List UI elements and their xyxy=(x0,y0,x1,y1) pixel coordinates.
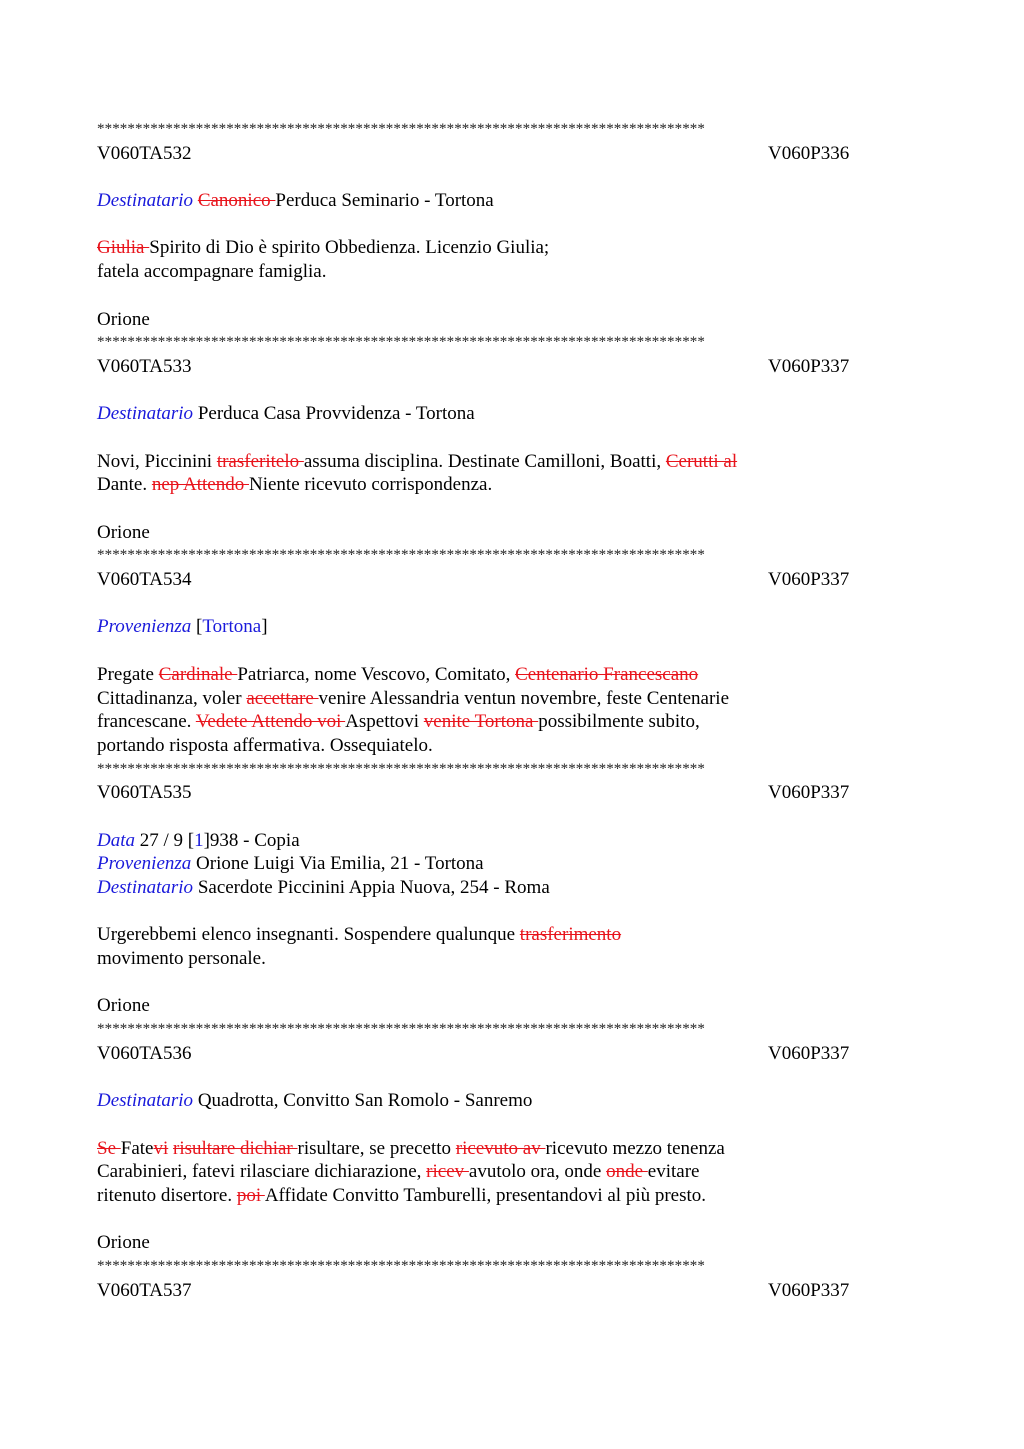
body-text: evitare xyxy=(647,1161,700,1183)
body-text: Novi, Piccinini xyxy=(97,450,217,472)
separator: ******************************************************************************** xyxy=(97,547,705,564)
date-editorial: 1 xyxy=(194,829,204,851)
body-text: Urgerebbemi elenco insegnanti. Sospendere qualunque xyxy=(97,924,520,946)
signature: Orione xyxy=(97,521,150,543)
body-line xyxy=(97,236,927,260)
body-line xyxy=(97,1160,927,1184)
body-text: avutolo ora, onde xyxy=(468,1161,607,1183)
deleted-text: Centenario Francescano xyxy=(515,663,699,685)
recipient-line xyxy=(97,189,927,213)
separator: ******************************************************************************** xyxy=(97,334,705,351)
bracket: [ xyxy=(196,616,203,638)
body-text: francescane. xyxy=(97,711,196,733)
body-text: Affidate Convitto Tamburelli, presentandovi al più presto. xyxy=(264,1184,707,1206)
deleted-text: Cerutti al xyxy=(665,450,738,472)
origin-value: Tortona xyxy=(202,616,262,638)
body-text: Dante. xyxy=(97,474,152,496)
body-line: fatela accompagnare famiglia. xyxy=(97,261,327,283)
deleted-text: accettare xyxy=(246,687,319,709)
recipient-label: Destinatario xyxy=(97,877,194,898)
page-ref: V060P337 xyxy=(768,1279,850,1301)
body-text: Pregate xyxy=(97,663,159,685)
body-line xyxy=(97,1137,927,1161)
deleted-text: Cardinale xyxy=(158,663,238,685)
deleted-text: Canonico xyxy=(197,190,276,212)
body-line xyxy=(97,710,927,734)
deleted-text: venite Tortona xyxy=(423,711,539,733)
body-line xyxy=(97,923,927,947)
page-ref: V060P337 xyxy=(768,1042,850,1064)
signature: Orione xyxy=(97,995,150,1017)
recipient-line xyxy=(97,876,927,900)
entry-id: V060TA536 xyxy=(97,1042,192,1064)
deleted-text: onde xyxy=(606,1161,648,1183)
body-text: Patriarca, nome Vescovo, Comitato, xyxy=(237,663,516,685)
origin-value: Orione Luigi Via Emilia, 21 - Tortona xyxy=(196,853,484,875)
page-ref: V060P337 xyxy=(768,782,850,804)
recipient-value: Quadrotta, Convitto San Romolo - Sanremo xyxy=(197,1090,533,1112)
entry-header xyxy=(97,1042,927,1066)
body-line: movimento personale. xyxy=(97,948,266,970)
body-text: assuma disciplina. Destinate Camilloni, Boatti, xyxy=(303,450,666,472)
recipient-line xyxy=(97,402,927,426)
origin-line xyxy=(97,852,927,876)
bracket: ] xyxy=(261,616,268,638)
recipient-value: Sacerdote Piccinini Appia Nuova, 254 - Roma xyxy=(197,877,550,898)
body-line xyxy=(97,687,927,711)
signature: Orione xyxy=(97,1232,150,1254)
body-text: Fate xyxy=(120,1137,154,1159)
body-text: ritenuto disertore. xyxy=(97,1184,237,1206)
body-text: possibilmente subito, xyxy=(538,711,700,733)
deleted-text: nep Attendo xyxy=(151,474,249,496)
body-text: Spirito di Dio è spirito Obbedienza. Licenzio Giulia; xyxy=(149,237,550,259)
body-line xyxy=(97,1184,927,1208)
signature: Orione xyxy=(97,308,150,330)
entry-header xyxy=(97,1279,927,1303)
entry-id: V060TA534 xyxy=(97,569,192,591)
separator: ******************************************************************************** xyxy=(97,1258,705,1274)
date-line xyxy=(97,829,927,853)
recipient-value: Perduca Casa Provvidenza - Tortona xyxy=(197,403,475,425)
deleted-text: vi xyxy=(153,1137,169,1159)
recipient-line xyxy=(97,1089,927,1113)
page-ref: V060P336 xyxy=(768,142,850,164)
deleted-text: risultare dichiar xyxy=(173,1137,298,1159)
body-text: Carabinieri, fatevi rilasciare dichiarazione, xyxy=(97,1161,427,1183)
separator: ******************************************************************************** xyxy=(97,1021,705,1038)
origin-label: Provenienza xyxy=(97,616,192,638)
entry-header xyxy=(97,142,927,166)
separator: ******************************************************************************** xyxy=(97,760,705,777)
deleted-text: Vedete Attendo voi xyxy=(195,711,346,733)
entry-id: V060TA532 xyxy=(97,142,192,164)
recipient-label: Destinatario xyxy=(97,1090,194,1112)
body-text: Cittadinanza, voler xyxy=(97,687,247,709)
entry-id: V060TA533 xyxy=(97,355,192,377)
entry-id: V060TA537 xyxy=(97,1279,192,1301)
deleted-text: trasferimento xyxy=(519,924,622,946)
page-ref: V060P337 xyxy=(768,355,850,377)
deleted-text: ricev xyxy=(426,1161,469,1183)
body-line xyxy=(97,663,927,687)
entry-header xyxy=(97,568,927,592)
page-ref: V060P337 xyxy=(768,569,850,591)
entry-header xyxy=(97,781,927,805)
entry-header xyxy=(97,355,927,379)
deleted-text: Giulia xyxy=(97,237,150,259)
deleted-text: Se xyxy=(97,1137,121,1159)
body-line: portando risposta affermativa. Ossequiatelo. xyxy=(97,734,433,756)
separator: ******************************************************************************** xyxy=(97,121,705,137)
origin-line xyxy=(97,615,927,639)
origin-label: Provenienza xyxy=(97,853,192,875)
recipient-label: Destinatario xyxy=(97,403,194,425)
recipient-value: Perduca Seminario - Tortona xyxy=(275,190,494,212)
deleted-text: ricevuto av xyxy=(455,1137,546,1159)
date-value: 27 / 9 [ xyxy=(139,829,195,851)
entry-id: V060TA535 xyxy=(97,782,192,804)
body-text: ricevuto mezzo tenenza xyxy=(545,1137,725,1159)
body-text: Niente ricevuto corrispondenza. xyxy=(248,474,493,496)
recipient-label: Destinatario xyxy=(97,190,194,212)
deleted-text: trasferitelo xyxy=(216,450,304,472)
date-value: ]938 - Copia xyxy=(203,829,300,851)
body-line xyxy=(97,473,927,497)
date-label: Data xyxy=(97,829,135,851)
body-text: risultare, se precetto xyxy=(297,1137,456,1159)
document-page xyxy=(97,118,927,1302)
body-line xyxy=(97,450,927,474)
body-text: Aspettovi xyxy=(345,711,424,733)
body-text: venire Alessandria ventun novembre, feste Centenarie xyxy=(318,687,730,709)
deleted-text: poi xyxy=(236,1184,265,1206)
